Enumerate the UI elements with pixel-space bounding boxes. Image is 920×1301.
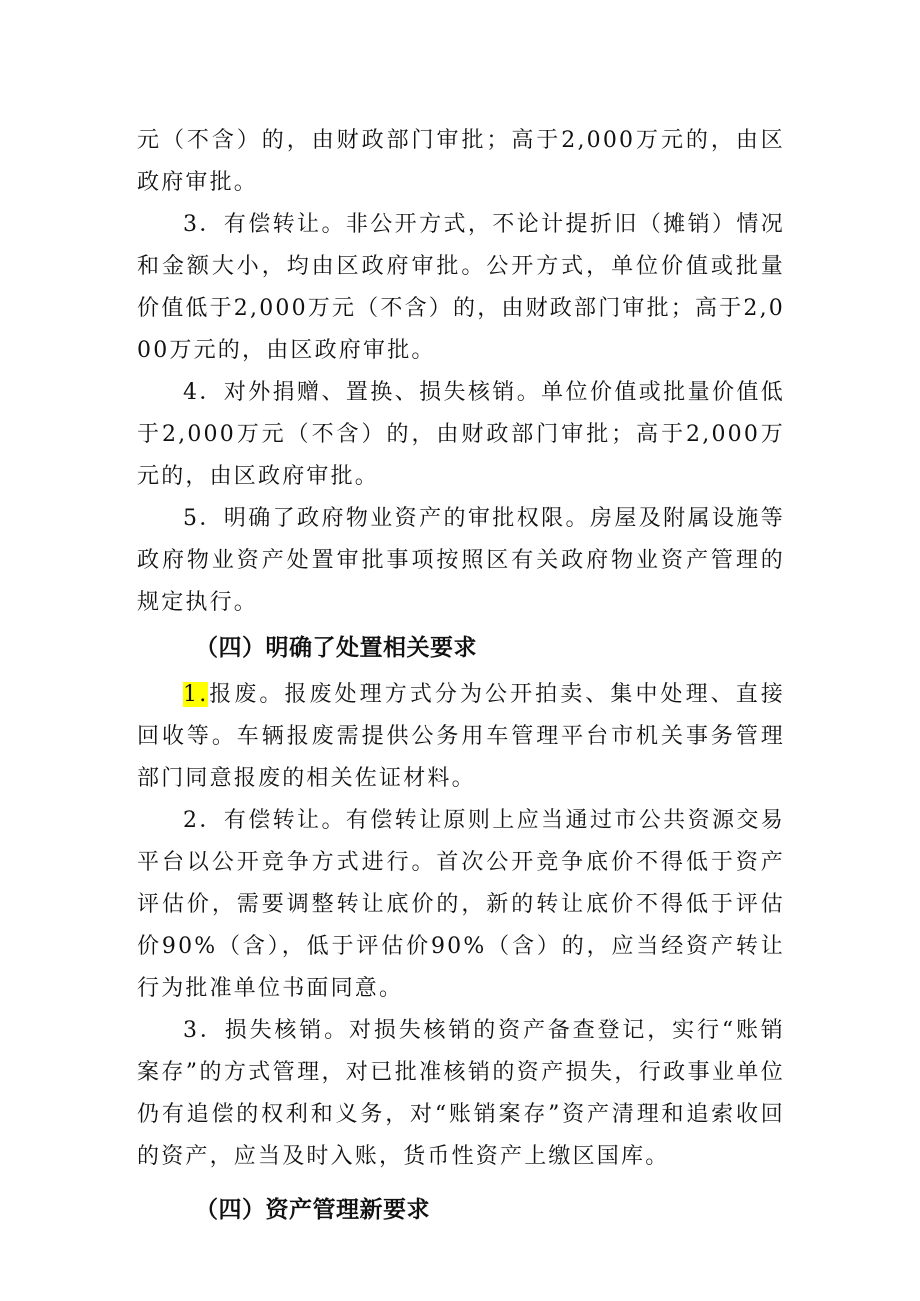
paragraph-loss-writeoff: 3．损失核销。对损失核销的资产备查登记，实行“账销案存”的方式管理，对已批准核销的资产损失，行政事业单位仍有追偿的权利和义务，对“账销案存”资产清理和追索收回的资产，应当及时入账，货币性资产上缴区国库。 [137,1018,785,1169]
paragraph-scrapping [137,674,785,800]
paragraph-scrapping-text: 报废。报废处理方式分为公开拍卖、集中处理、直接回收等。车辆报废需提供公务用车管理平台市机关事务管理部门同意报废的相关佐证材料。 [137,682,785,791]
highlighted-list-marker: 1. [183,682,209,707]
section-heading-asset-management: （四）资产管理新要求 [195,1197,430,1223]
paragraph-continuation: 元（不含）的，由财政部门审批；高于2,000万元的，由区政府审批。 [137,128,785,195]
paragraph-paid-transfer-approval: 3．有偿转让。非公开方式，不论计提折旧（摊销）情况和金额大小，均由区政府审批。公开方式，单位价值或批量价值低于2,000万元（不含）的，由财政部门审批；高于2,000万元的，由区政府审批。 [137,212,785,363]
paragraph-donation-approval: 4．对外捐赠、置换、损失核销。单位价值或批量价值低于2,000万元（不含）的，由财政部门审批；高于2,000万元的，由区政府审批。 [137,380,785,489]
document-body [137,120,785,1236]
paragraph-paid-transfer-requirements: 2．有偿转让。有偿转让原则上应当通过市公共资源交易平台以公开竞争方式进行。首次公开竞争底价不得低于资产评估价，需要调整转让底价的，新的转让底价不得低于评估价90%（含），低于评估价90%（含）的，应当经资产转让行为批准单位书面同意。 [137,808,785,1001]
section-heading-disposal-requirements: （四）明确了处置相关要求 [195,635,477,661]
paragraph-property-assets: 5．明确了政府物业资产的审批权限。房屋及附属设施等政府物业资产处置审批事项按照区有关政府物业资产管理的规定执行。 [137,506,785,615]
